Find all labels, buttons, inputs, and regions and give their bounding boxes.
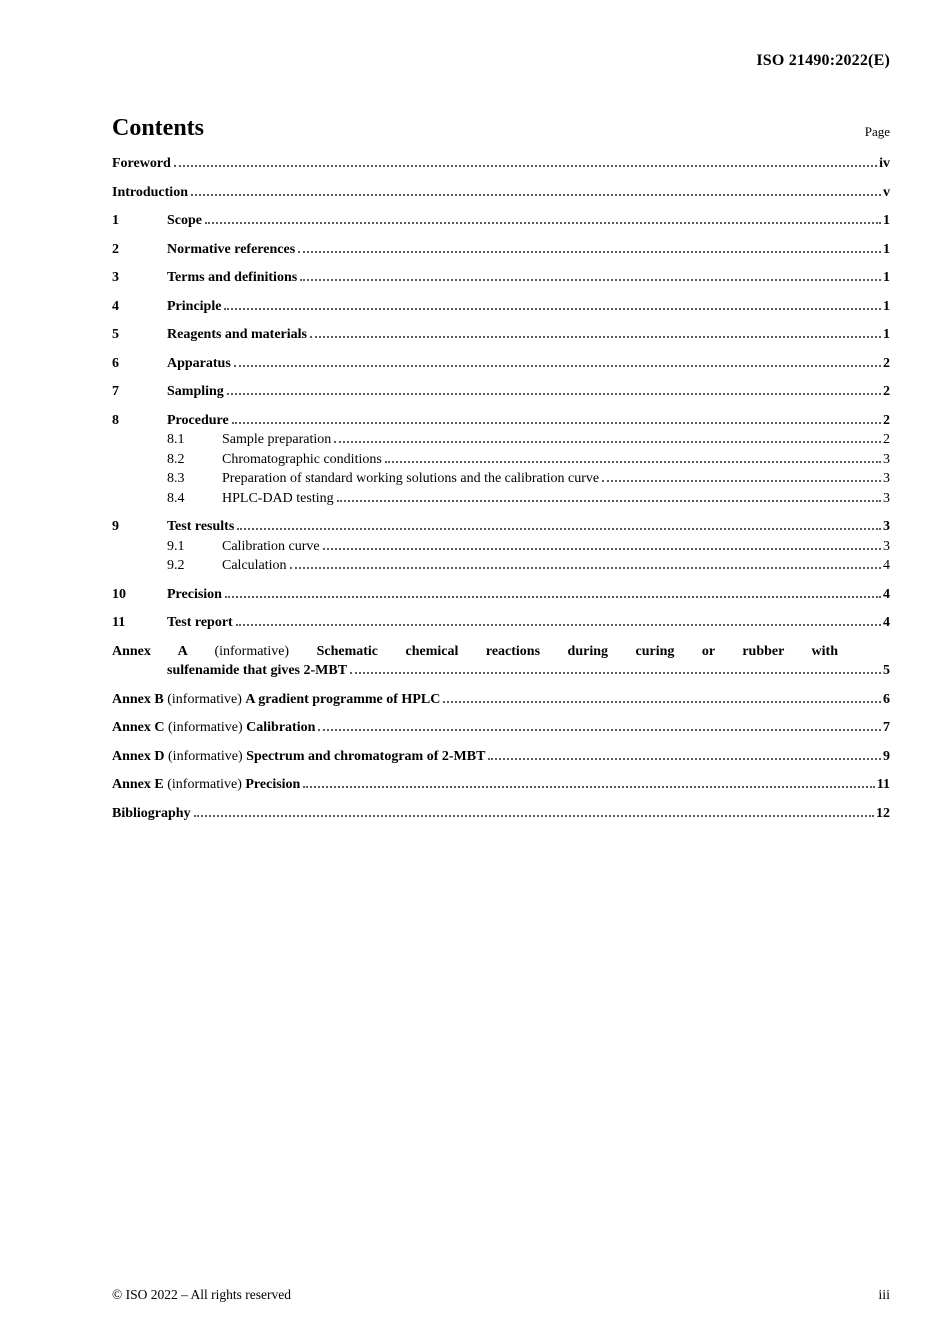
dot-leader — [350, 672, 881, 674]
toc-entry-label — [112, 718, 315, 738]
toc-page-number: v — [883, 184, 890, 200]
toc-entry-label: Chromatographic conditions — [222, 451, 382, 467]
toc-page-number: 3 — [883, 538, 890, 554]
toc-page-number: 2 — [883, 412, 890, 428]
toc-page-number: 2 — [883, 355, 890, 371]
toc-entry-9[interactable] — [112, 517, 890, 537]
toc-clause-number: 8.1 — [167, 432, 185, 448]
toc-page-number: 4 — [883, 558, 890, 574]
toc-entry-label — [112, 775, 300, 795]
toc-clause-number: 2 — [112, 241, 119, 257]
toc-entry-8.3[interactable] — [112, 469, 890, 489]
toc-entry-label: Terms and definitions — [167, 270, 298, 286]
annex-prefix: Annex E — [112, 777, 168, 793]
dot-leader — [191, 194, 881, 196]
toc-clause-number: 9.1 — [167, 538, 185, 554]
toc-clause-number: 8.3 — [167, 471, 185, 487]
toc-clause-number: 3 — [112, 270, 119, 286]
toc-entry-label: HPLC-DAD testing — [222, 490, 334, 506]
toc-page-number: 3 — [883, 490, 890, 506]
toc-entry-label: Principle — [167, 298, 222, 314]
toc-entry-label: Normative references — [167, 241, 296, 257]
dot-leader — [224, 308, 881, 310]
dot-leader — [227, 393, 881, 395]
toc-page-number: 5 — [883, 663, 890, 679]
toc-entry-label: Foreword — [112, 156, 171, 172]
toc-entry-8[interactable] — [112, 411, 890, 431]
toc-entry-label: Sampling — [167, 384, 224, 400]
toc-entry-bibliography[interactable] — [112, 804, 890, 824]
dot-leader — [290, 567, 881, 569]
annex-prefix: Annex A — [112, 643, 215, 659]
toc-entry-label: Calibration curve — [222, 538, 320, 554]
annex-prefix: Annex D — [112, 748, 169, 764]
copyright-notice: © ISO 2022 – All rights reserved — [112, 1287, 291, 1302]
dot-leader — [205, 222, 881, 224]
toc-page-number: 3 — [883, 451, 890, 467]
toc-page-number: 1 — [883, 327, 890, 343]
toc-page-number: 12 — [876, 805, 890, 821]
annex-title: A gradient programme of HPLC — [245, 691, 441, 707]
toc-page-number: 7 — [883, 720, 890, 736]
toc-page-number: 2 — [883, 384, 890, 400]
toc-clause-number: 8.2 — [167, 451, 185, 467]
doc-reference: ISO 21490:2022(E) — [756, 52, 890, 69]
toc-entry-annex-a[interactable] — [112, 642, 890, 681]
toc-entry-8.1[interactable] — [112, 430, 890, 450]
annex-qualifier: (informative) — [167, 777, 246, 793]
toc-clause-number: 5 — [112, 327, 119, 343]
contents-title: Contents — [112, 115, 205, 141]
toc-page-number: 1 — [883, 241, 890, 257]
contents-heading-row — [112, 115, 890, 141]
toc-entry-foreword[interactable] — [112, 154, 890, 174]
toc-page-number: 3 — [883, 519, 890, 535]
dot-leader — [334, 441, 881, 443]
dot-leader — [237, 528, 881, 530]
toc-clause-number: 1 — [112, 213, 119, 229]
toc-entry-annex-c[interactable] — [112, 718, 890, 738]
document-footer — [112, 1287, 890, 1304]
toc-page-number: 4 — [883, 586, 890, 602]
toc-clause-number: 10 — [112, 586, 126, 602]
toc-entry-label: Test results — [167, 519, 235, 535]
toc-entry-1[interactable] — [112, 211, 890, 231]
dot-leader — [225, 596, 881, 598]
document-header — [112, 0, 890, 70]
toc-entry-5[interactable] — [112, 325, 890, 345]
toc-page-number: 4 — [883, 615, 890, 631]
annex-qualifier: (informative) — [168, 720, 247, 736]
toc-entry-label: Reagents and materials — [167, 327, 307, 343]
toc-clause-number: 11 — [112, 615, 126, 631]
toc-entry-label: Scope — [167, 213, 202, 229]
toc-entry-4[interactable] — [112, 297, 890, 317]
toc-entry-10[interactable] — [112, 585, 890, 605]
toc-entry-annex-e[interactable] — [112, 775, 890, 795]
toc-entry-annex-d[interactable] — [112, 747, 890, 767]
toc-clause-number: 8 — [112, 412, 119, 428]
toc-clause-number: 9.2 — [167, 558, 185, 574]
table-of-contents — [112, 154, 890, 823]
toc-clause-number: 6 — [112, 355, 119, 371]
toc-clause-number: 8.4 — [167, 490, 185, 506]
folio-page-number: iii — [878, 1288, 890, 1303]
toc-entry-6[interactable] — [112, 354, 890, 374]
annex-qualifier: (informative) — [214, 643, 317, 659]
toc-entry-label: Calculation — [222, 558, 287, 574]
toc-page-number: 3 — [883, 471, 890, 487]
toc-entry-label: Bibliography — [112, 805, 191, 821]
annex-prefix: Annex C — [112, 720, 169, 736]
dot-leader — [303, 786, 874, 788]
toc-entry-2[interactable] — [112, 240, 890, 260]
toc-entry-8.2[interactable] — [112, 450, 890, 470]
toc-entry-label: Procedure — [167, 412, 229, 428]
toc-entry-11[interactable] — [112, 613, 890, 633]
annex-title: Precision — [245, 777, 301, 793]
dot-leader — [323, 548, 881, 550]
dot-leader — [300, 279, 881, 281]
toc-entry-label: Introduction — [112, 184, 188, 200]
toc-page-number: 1 — [883, 298, 890, 314]
annex-prefix: Annex B — [112, 691, 168, 707]
toc-page-number: 6 — [883, 691, 890, 707]
toc-entry-label: Apparatus — [167, 355, 231, 371]
toc-page-number: 9 — [883, 748, 890, 764]
dot-leader — [298, 251, 881, 253]
dot-leader — [385, 461, 881, 463]
toc-page-number: 11 — [876, 777, 890, 793]
toc-entry-label — [112, 690, 440, 710]
dot-leader — [602, 480, 881, 482]
toc-clause-number: 9 — [112, 519, 119, 535]
toc-clause-number: 4 — [112, 298, 119, 314]
dot-leader — [318, 729, 881, 731]
toc-page-number: 1 — [883, 270, 890, 286]
toc-entry-9.1[interactable] — [112, 537, 890, 557]
toc-entry-label — [112, 747, 485, 767]
annex-title-continued: sulfenamide that gives 2-MBT — [167, 663, 348, 679]
toc-annex-line2 — [112, 661, 890, 681]
dot-leader — [234, 365, 881, 367]
annex-qualifier: (informative) — [168, 748, 247, 764]
toc-entry-9.2[interactable] — [112, 556, 890, 576]
page-column-label: Page — [864, 124, 890, 140]
dot-leader — [337, 500, 881, 502]
dot-leader — [236, 624, 881, 626]
annex-qualifier: (informative) — [167, 691, 246, 707]
toc-entry-3[interactable] — [112, 268, 890, 288]
toc-entry-label: Precision — [167, 586, 222, 602]
annex-title: Calibration — [246, 720, 316, 736]
annex-title: Spectrum and chromatogram of 2-MBT — [246, 748, 486, 764]
toc-page-number: iv — [879, 156, 890, 172]
toc-clause-number: 7 — [112, 384, 119, 400]
dot-leader — [174, 165, 877, 167]
toc-entry-label: Preparation of standard working solutions and the calibration curve — [222, 471, 600, 487]
toc-entry-introduction[interactable] — [112, 183, 890, 203]
dot-leader — [310, 336, 881, 338]
dot-leader — [488, 758, 881, 760]
annex-title: Schematic chemical reactions during curing or rubber with — [316, 643, 839, 659]
dot-leader — [194, 815, 874, 817]
toc-entry-label: Sample preparation — [222, 432, 332, 448]
toc-entry-annex-b[interactable] — [112, 690, 890, 710]
toc-annex-line1 — [112, 642, 838, 662]
dot-leader — [232, 422, 881, 424]
dot-leader — [443, 701, 881, 703]
toc-entry-7[interactable] — [112, 382, 890, 402]
toc-page-number: 2 — [883, 432, 890, 448]
toc-page-number: 1 — [883, 213, 890, 229]
toc-entry-8.4[interactable] — [112, 489, 890, 509]
toc-entry-label: Test report — [167, 615, 233, 631]
